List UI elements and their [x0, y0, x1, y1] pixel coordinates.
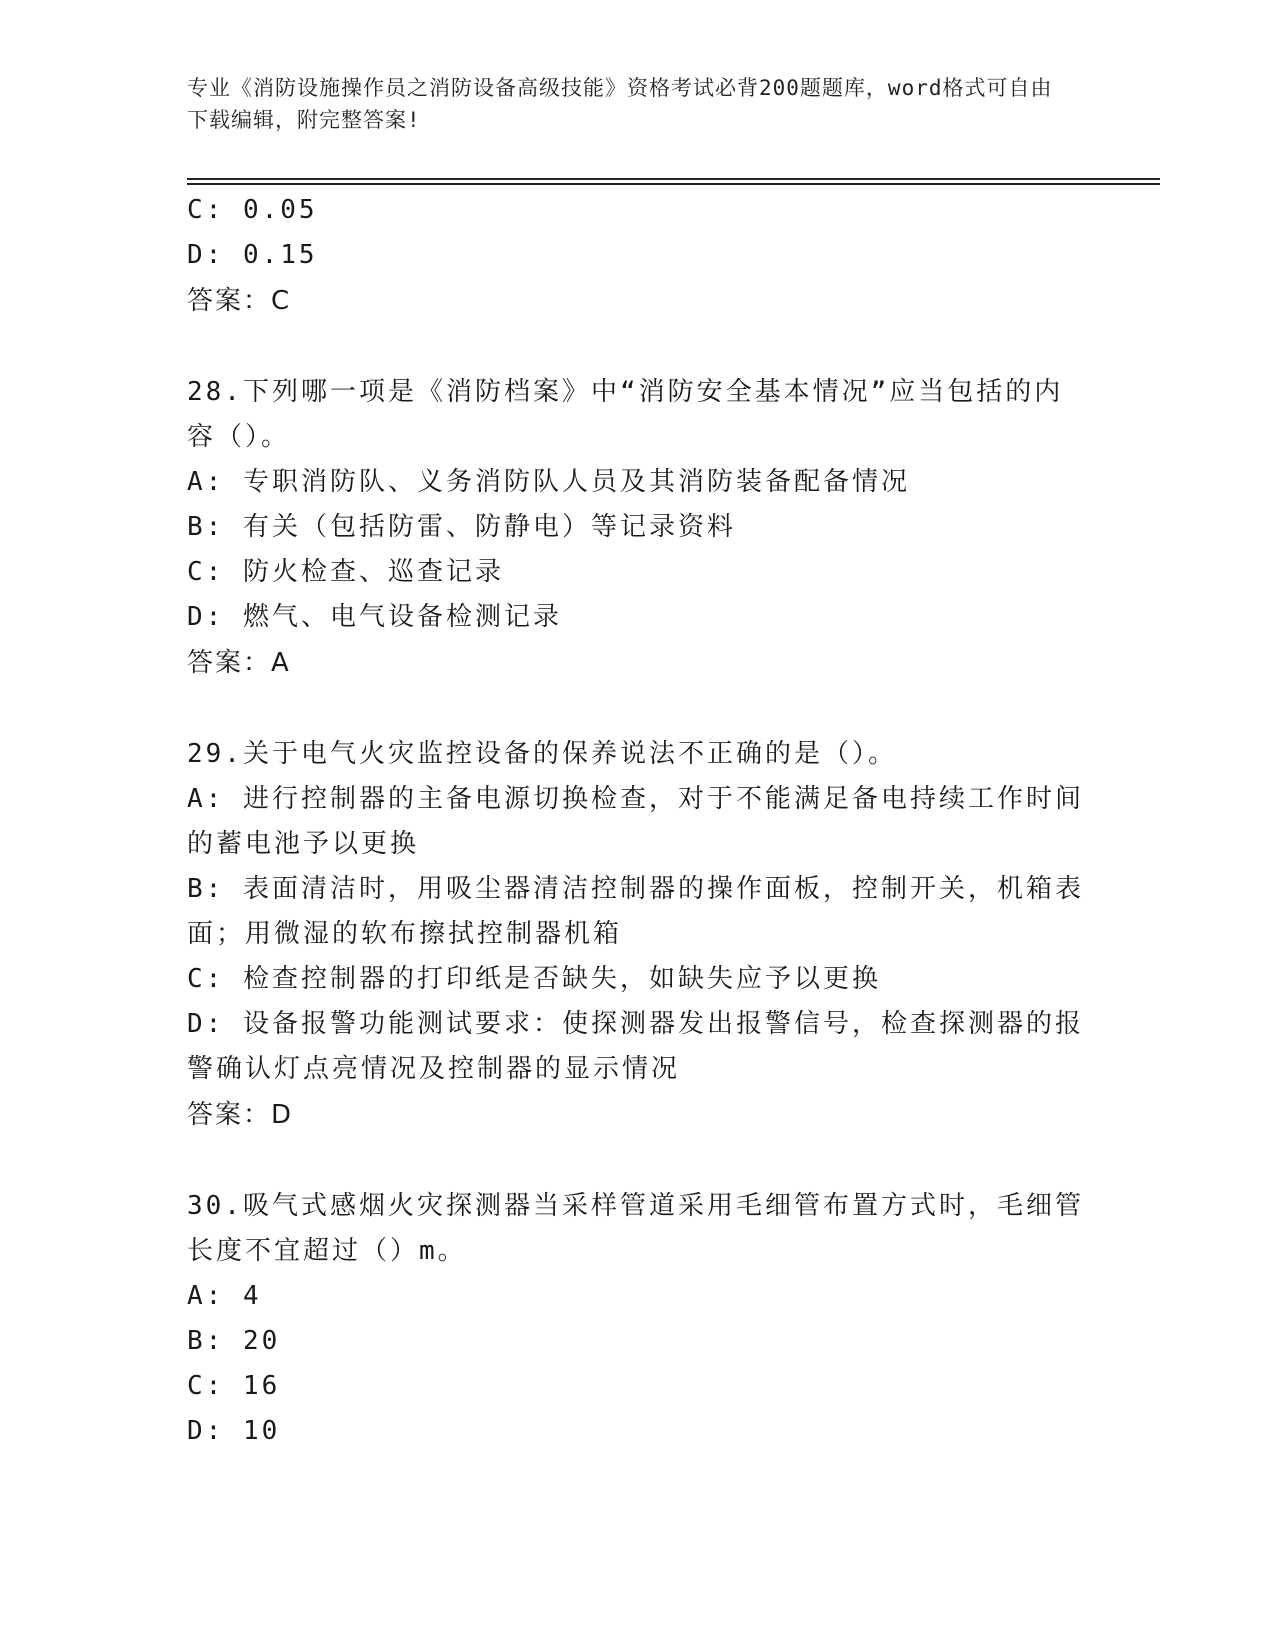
answer: 答案：D	[187, 1100, 294, 1130]
option-d: D: 0.15	[187, 240, 318, 270]
answer: 答案：A	[187, 648, 291, 678]
question-30	[187, 1184, 1087, 1454]
option-c: C: 防火检查、巡查记录	[187, 557, 504, 587]
option-a: A: 专职消防队、义务消防队人员及其消防装备配备情况	[187, 467, 910, 497]
question-text: 30.吸气式感烟火灾探测器当采样管道采用毛细管布置方式时，毛细管	[187, 1191, 1084, 1221]
spacer	[187, 1138, 1087, 1184]
header-rule-bottom	[187, 183, 1160, 185]
option-d: D: 10	[187, 1416, 281, 1446]
question-29	[187, 732, 1087, 1138]
answer: 答案：C	[187, 286, 292, 316]
option-d: D: 燃气、电气设备检测记录	[187, 602, 562, 632]
option-c: C: 0.05	[187, 195, 318, 225]
document-header: 专业《消防设施操作员之消防设备高级技能》资格考试必背200题题库，word格式可自由下载编辑，附完整答案!	[187, 76, 1053, 132]
question-list	[187, 188, 1087, 1454]
option-a: A: 进行控制器的主备电源切换检查，对于不能满足备电持续工作时间	[187, 784, 1084, 814]
question-text-cont: 长度不宜超过（）m。	[187, 1236, 467, 1266]
spacer	[187, 686, 1087, 732]
question-text-cont: 容（）。	[187, 422, 291, 452]
header-rule-top	[187, 178, 1160, 180]
question-text: 28.下列哪一项是《消防档案》中“消防安全基本情况”应当包括的内	[187, 377, 1064, 407]
option-b: B: 20	[187, 1326, 281, 1356]
option-b: B: 表面清洁时，用吸尘器清洁控制器的操作面板，控制开关，机箱表	[187, 874, 1084, 904]
option-d-cont: 警确认灯点亮情况及控制器的显示情况	[187, 1054, 681, 1084]
question-28	[187, 370, 1087, 686]
question-27-tail	[187, 188, 1087, 324]
spacer	[187, 324, 1087, 370]
option-b: B: 有关（包括防雷、防静电）等记录资料	[187, 512, 736, 542]
option-b-cont: 面；用微湿的软布擦拭控制器机箱	[187, 919, 623, 949]
option-a-cont: 的蓄电池予以更换	[187, 829, 420, 859]
option-c: C: 检查控制器的打印纸是否缺失，如缺失应予以更换	[187, 964, 881, 994]
option-d: D: 设备报警功能测试要求：使探测器发出报警信号，检查探测器的报	[187, 1009, 1084, 1039]
option-c: C: 16	[187, 1371, 281, 1401]
option-a: A: 4	[187, 1281, 262, 1311]
question-text: 29.关于电气火灾监控设备的保养说法不正确的是（）。	[187, 739, 897, 769]
